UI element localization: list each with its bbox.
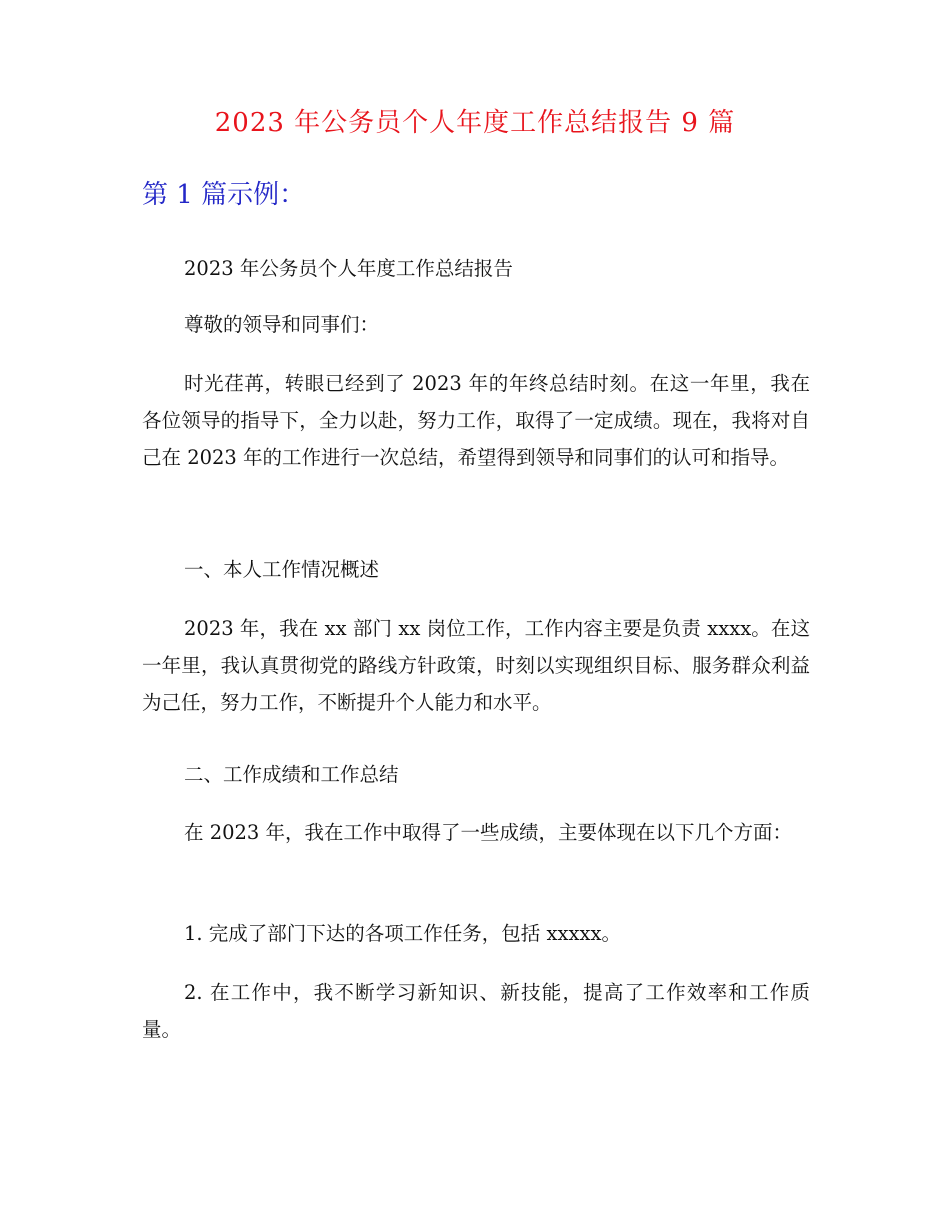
intro-paragraph: 时光荏苒，转眼已经到了 2023 年的年终总结时刻。在这一年里，我在各位领导的指导下，全力以赴，努力工作，取得了一定成绩。现在，我将对自己在 2023 年的工作进行一次总结，希望得到领导和同事们的认可和指导。 [142, 372, 810, 469]
section-one-heading: 一、本人工作情况概述 [184, 558, 380, 581]
list-item-1: 1. 完成了部门下达的各项工作任务，包括 xxxxx。 [184, 922, 621, 945]
report-title-paragraph: 2023 年公务员个人年度工作总结报告 [184, 257, 513, 280]
document-title: 2023 年公务员个人年度工作总结报告 9 篇 [214, 108, 736, 138]
section-two-paragraph: 在 2023 年，我在工作中取得了一些成绩，主要体现在以下几个方面： [184, 821, 793, 844]
list-item-2: 2. 在工作中，我不断学习新知识、新技能，提高了工作效率和工作质量。 [142, 981, 810, 1041]
section-two-heading: 二、工作成绩和工作总结 [184, 763, 399, 786]
section-heading: 第 1 篇示例： [142, 180, 306, 210]
salutation-paragraph: 尊敬的领导和同事们： [184, 313, 380, 336]
section-one-paragraph: 2023 年，我在 xx 部门 xx 岗位工作，工作内容主要是负责 xxxx。在这一年里，我认真贯彻党的路线方针政策，时刻以实现组织目标、服务群众利益为己任，努力工作，不断提升个人能力和水平。 [142, 617, 810, 714]
